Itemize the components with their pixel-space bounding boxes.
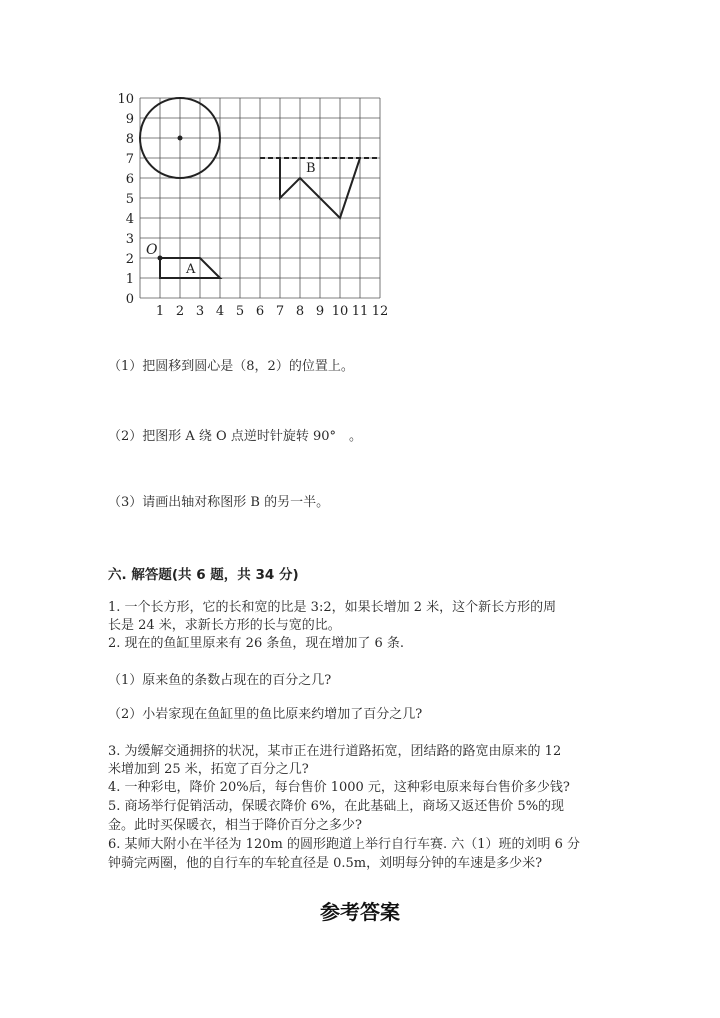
y-tick-label: 0 [125, 292, 134, 307]
x-tick-label: 1 [155, 304, 165, 319]
question-line: 2. 现在的鱼缸里原来有 26 条鱼，现在增加了 6 条. [108, 636, 405, 651]
question-line: 5. 商场举行促销活动，保暖衣降价 6%，在此基础上，商场又返还售价 5%的现 [108, 799, 565, 814]
y-tick-label: 1 [125, 272, 134, 287]
shape-b-label: B [306, 161, 316, 176]
question-line: （2）小岩家现在鱼缸里的鱼比原来约增加了百分之几? [108, 707, 423, 722]
task-2: （2）把图形 A 绕 O 点逆时针旋转 90° 。 [108, 429, 363, 444]
question-line: 钟骑完两圈，他的自行车的车轮直径是 0.5m，刘明每分钟的车速是多少米? [108, 856, 543, 871]
x-tick-label: 10 [331, 304, 349, 319]
y-tick-label: 7 [125, 152, 134, 167]
question-line: 4. 一种彩电，降价 20%后，每台售价 1000 元，这种彩电原来每台售价多少钱? [108, 780, 570, 795]
point-o [158, 256, 163, 261]
question-line: 米增加到 25 米，拓宽了百分之几? [108, 762, 309, 777]
x-tick-label: 2 [175, 304, 185, 319]
coordinate-grid-figure [108, 88, 398, 323]
task-3: （3）请画出轴对称图形 B 的另一半。 [108, 495, 330, 510]
y-tick-label: 4 [125, 212, 134, 227]
question-line: 1. 一个长方形，它的长和宽的比是 3:2，如果长增加 2 米，这个新长方形的周 [108, 600, 557, 615]
shape-a-label: A [186, 262, 196, 277]
y-tick-label: 9 [125, 112, 134, 127]
answer-title: 参考答案 [320, 900, 400, 924]
y-tick-label: 2 [125, 252, 134, 267]
y-tick-label: 6 [125, 172, 134, 187]
question-line: 6. 某师大附小在半径为 120m 的圆形跑道上举行自行车赛. 六（1）班的刘明 6 分 [108, 837, 581, 852]
x-tick-label: 8 [295, 304, 305, 319]
circle-center-point [178, 136, 183, 141]
y-tick-label: 3 [125, 232, 134, 247]
point-o-label: O [146, 242, 158, 258]
x-tick-label: 6 [255, 304, 265, 319]
question-line: 3. 为缓解交通拥挤的状况，某市正在进行道路拓宽，团结路的路宽由原来的 12 [108, 744, 562, 759]
y-tick-label: 5 [125, 192, 134, 207]
x-tick-label: 5 [235, 304, 245, 319]
x-tick-label: 7 [275, 304, 285, 319]
y-tick-label: 10 [117, 92, 134, 107]
x-tick-label: 12 [371, 304, 389, 319]
x-tick-label: 3 [195, 304, 205, 319]
x-tick-label: 9 [315, 304, 325, 319]
y-tick-label: 8 [125, 132, 134, 147]
question-line: 长是 24 米，求新长方形的长与宽的比。 [108, 618, 341, 633]
question-line: （1）原来鱼的条数占现在的百分之几? [108, 673, 332, 688]
section-title: 六. 解答题(共 6 题，共 34 分) [108, 567, 299, 583]
question-line: 金。此时买保暖衣，相当于降价百分之多少? [108, 818, 362, 833]
x-tick-label: 4 [215, 304, 225, 319]
grid-svg [108, 88, 398, 323]
task-1: （1）把圆移到圆心是（8，2）的位置上。 [108, 359, 354, 374]
x-tick-label: 11 [351, 304, 369, 319]
